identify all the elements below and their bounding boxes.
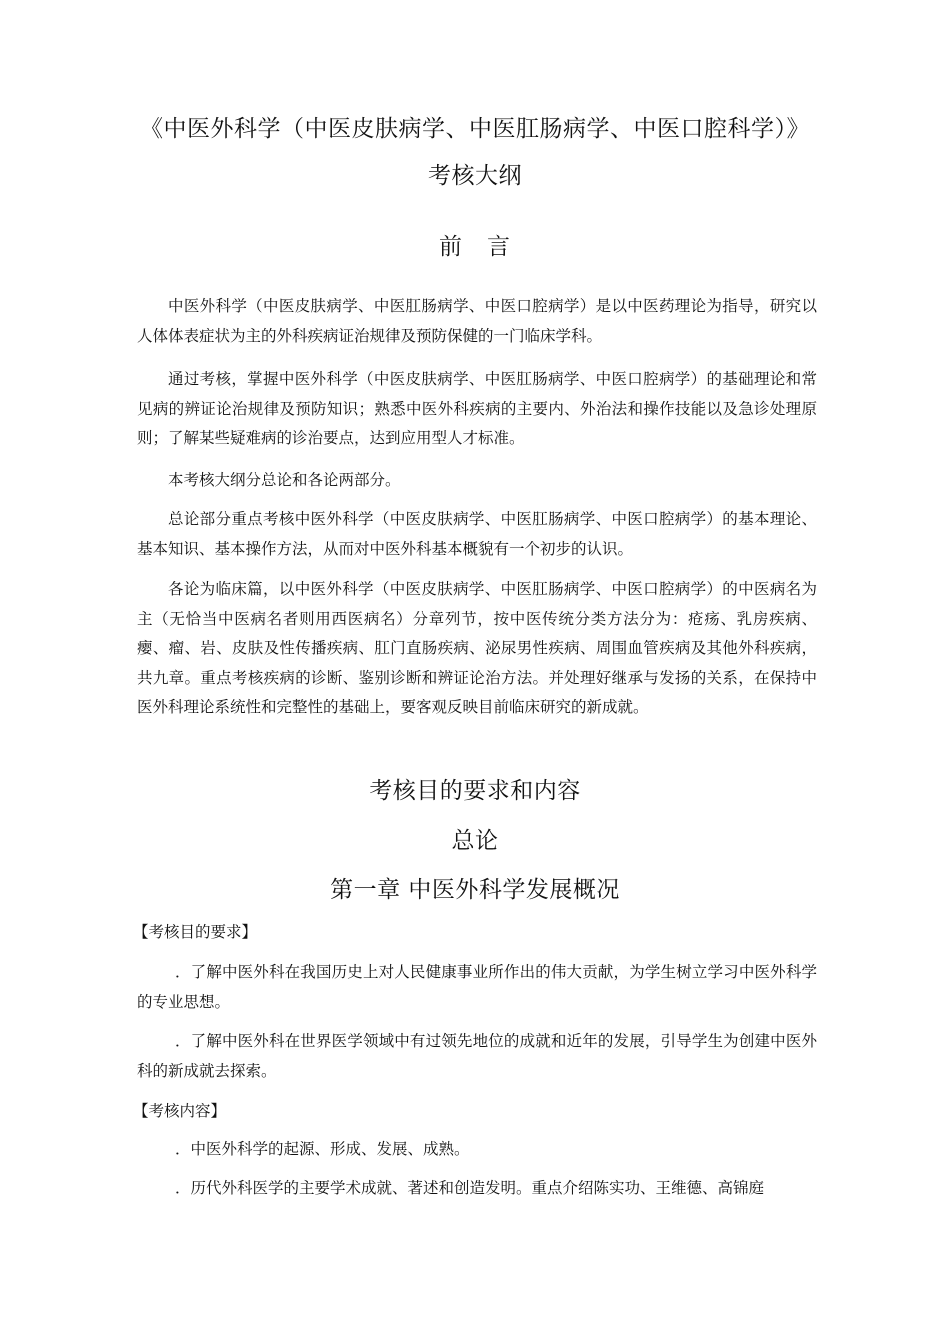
preface-paragraph: 中医外科学（中医皮肤病学、中医肛肠病学、中医口腔病学）是以中医药理论为指导，研究以人体体表症状为主的外科疾病证治规律及预防保健的一门临床学科。 xyxy=(137,297,817,345)
requirement-item: ．了解中医外科在世界医学领域中有过领先地位的成就和近年的发展，引导学生为创建中医外科的新成就去探索。 xyxy=(137,1032,817,1080)
content-label: 【考核内容】 xyxy=(133,1102,227,1120)
preface-paragraph: 总论部分重点考核中医外科学（中医皮肤病学、中医肛肠病学、中医口腔病学）的基本理论、基本知识、基本操作方法，从而对中医外科基本概貌有一个初步的认识。 xyxy=(137,510,817,558)
part-heading: 总论 xyxy=(451,828,499,854)
requirements-label: 【考核目的要求】 xyxy=(133,923,258,941)
document-title: 《中医外科学（中医皮肤病学、中医肛肠病学、中医口腔科学）》 xyxy=(140,116,810,142)
content-item: ．历代外科医学的主要学术成就、著述和创造发明。重点介绍陈实功、王维德、高锦庭 xyxy=(175,1179,765,1197)
preface-paragraph: 本考核大纲分总论和各论两部分。 xyxy=(168,471,401,489)
chapter-heading: 第一章 中医外科学发展概况 xyxy=(330,877,620,903)
section-heading: 考核目的要求和内容 xyxy=(369,778,581,804)
preface-paragraph: 各论为临床篇，以中医外科学（中医皮肤病学、中医肛肠病学、中医口腔病学）的中医病名为主（无恰当中医病名者则用西医病名）分章列节，按中医传统分类方法分为：疮疡、乳房疾病、瘿、瘤、岩、皮肤及性传播疾病、肛门直肠疾病、泌尿男性疾病、周围血管疾病及其他外科疾病，共九章。重点考核疾病的诊断、鉴别诊断和辨证论治方法。并处理好继承与发扬的关系，在保持中医外科理论系统性和完整性的基础上，要客观反映目前临床研究的新成就。 xyxy=(137,580,817,716)
content-item: ．中医外科学的起源、形成、发展、成熟。 xyxy=(175,1140,470,1158)
preface-paragraph: 通过考核，掌握中医外科学（中医皮肤病学、中医肛肠病学、中医口腔病学）的基础理论和常见病的辨证论治规律及预防知识；熟悉中医外科疾病的主要内、外治法和操作技能以及急诊处理原则；了解某些疑难病的诊治要点，达到应用型人才标准。 xyxy=(137,370,817,447)
document-subtitle: 考核大纲 xyxy=(428,163,522,189)
requirement-item: ．了解中医外科在我国历史上对人民健康事业所作出的伟大贡献，为学生树立学习中医外科学的专业思想。 xyxy=(137,963,817,1011)
preface-heading: 前 言 xyxy=(439,234,511,260)
